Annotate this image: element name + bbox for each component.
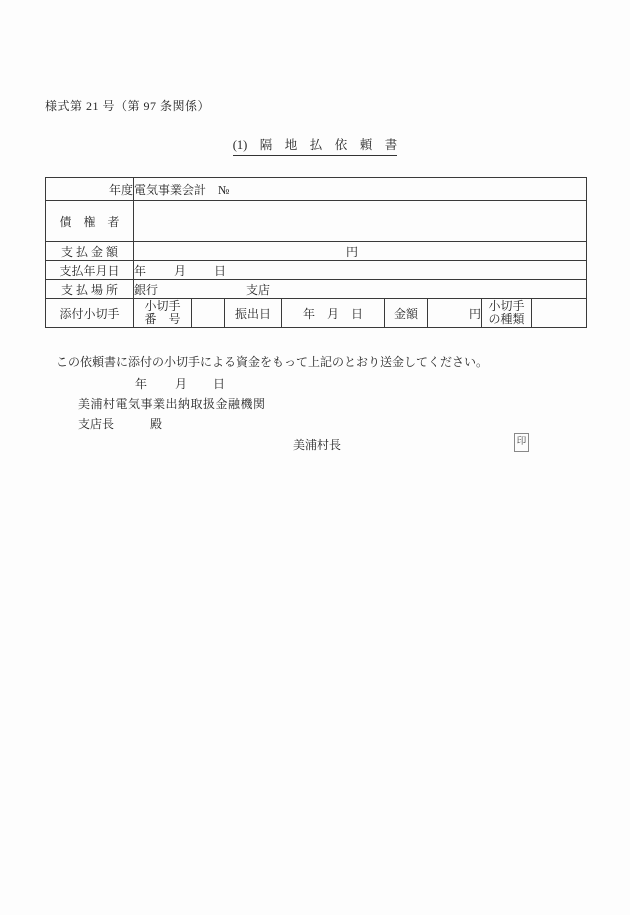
pay-date-year: 年 xyxy=(134,263,147,278)
signature-date-month: 月 xyxy=(175,377,188,391)
amount-label: 支 払 金 額 xyxy=(46,242,134,261)
check-type-label-line1: 小切手 xyxy=(488,299,525,313)
year-label: 年度 xyxy=(46,178,134,201)
place-label: 支 払 場 所 xyxy=(46,280,134,299)
mayor-signature: 美浦村長 xyxy=(293,438,342,452)
seal-box xyxy=(514,433,529,452)
issue-date-value: 年 月 日 xyxy=(282,299,385,328)
signature-date-day: 日 xyxy=(213,377,226,391)
creditor-label: 債 権 者 xyxy=(46,201,134,242)
table-row-amount xyxy=(46,242,587,261)
place-branch: 支店 xyxy=(246,282,271,297)
branch-manager-label: 支店長 xyxy=(78,417,115,431)
amount-unit: 円 xyxy=(346,244,359,259)
check-number-label-line1: 小切手 xyxy=(144,299,181,313)
payment-request-table xyxy=(45,177,587,328)
table-row-pay-date xyxy=(46,261,587,280)
seal-text: 印 xyxy=(516,437,527,447)
pay-date-month: 月 xyxy=(174,263,187,278)
page-title-text: (1) 隔 地 払 依 頼 書 xyxy=(233,135,398,156)
check-label: 添付小切手 xyxy=(46,299,134,328)
place-bank: 銀行 xyxy=(134,282,159,297)
table-row-year xyxy=(46,178,587,201)
check-type-label-line2: の種類 xyxy=(488,312,525,326)
check-number-value xyxy=(192,299,225,328)
check-type-label xyxy=(482,299,532,328)
honorific-label: 殿 xyxy=(150,417,163,431)
issue-date-label: 振出日 xyxy=(225,299,282,328)
table-row-place xyxy=(46,280,587,299)
table-row-check xyxy=(46,299,587,328)
check-amount-label: 金額 xyxy=(385,299,428,328)
recipient-line xyxy=(78,415,162,432)
check-number-label xyxy=(134,299,192,328)
check-number-label-line2: 番 号 xyxy=(144,312,181,326)
place-value xyxy=(134,280,587,299)
signature-date-year: 年 xyxy=(135,377,148,391)
page-title xyxy=(0,135,630,156)
table-row-creditor xyxy=(46,201,587,242)
instruction-text: この依頼書に添付の小切手による資金をもって上記のとおり送金してください。 xyxy=(56,355,489,369)
organization-line: 美浦村電気事業出納取扱金融機関 xyxy=(78,397,266,411)
year-value: 電気事業会計 № xyxy=(134,178,587,201)
pay-date-day: 日 xyxy=(214,263,227,278)
check-amount-unit: 円 xyxy=(428,299,482,328)
pay-date-value xyxy=(134,261,587,280)
pay-date-label: 支払年月日 xyxy=(46,261,134,280)
creditor-value xyxy=(134,201,587,242)
form-number: 様式第 21 号（第 97 条関係） xyxy=(45,99,211,113)
check-type-value xyxy=(532,299,587,328)
amount-value xyxy=(134,242,587,261)
signature-date-line xyxy=(135,375,225,392)
